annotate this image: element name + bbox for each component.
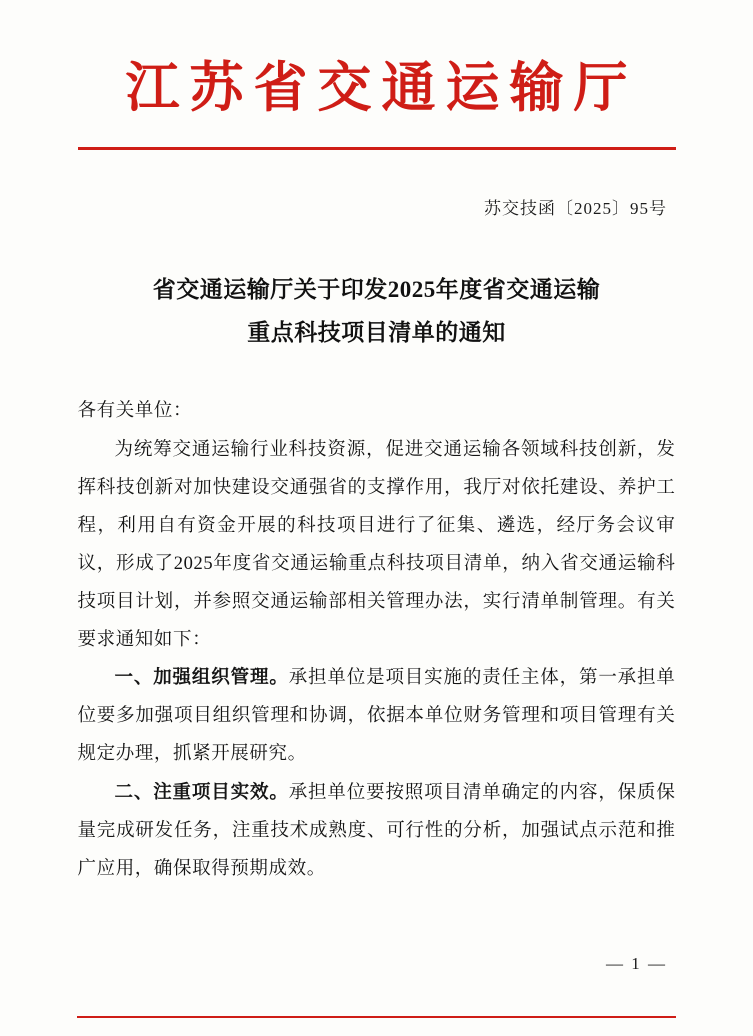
body-item-1-heading: 一、加强组织管理。 — [114, 668, 289, 689]
page-title-line-1: 省交通运输厅关于印发2025年度省交通运输 — [152, 277, 601, 303]
body-item-2-text: 承担单位要按照项目清单确定的内容，保质保量完成研发任务，注重技术成熟度、可行性的分析，加强试点示范和推广应用，确保取得预期成效。 — [77, 782, 676, 879]
masthead-divider — [78, 147, 676, 150]
body-item-1 — [78, 659, 676, 773]
page-title — [107, 269, 647, 354]
footer-divider — [77, 1016, 676, 1018]
body-paragraph-1: 为统筹交通运输行业科技资源，促进交通运输各领域科技创新，发挥科技创新对加快建设交通强省的支撑作用，我厅对依托建设、养护工程，利用自有资金开展的科技项目进行了征集、遴选，经厅务会议审议，形成了2025年度省交通运输重点科技项目清单，纳入省交通运输科技项目计划，并参照交通运输部相关管理办法，实行清单制管理。有关要求通知如下： — [77, 439, 676, 651]
document-number-row — [0, 194, 753, 219]
page-title-line-2: 重点科技项目清单的通知 — [247, 319, 506, 345]
salutation: 各有关单位： — [77, 401, 193, 422]
body-item-2 — [78, 774, 676, 888]
page-number: — 1 — — [606, 954, 667, 973]
masthead — [0, 0, 753, 150]
document-body — [78, 392, 676, 887]
document-number: 苏交技函〔2025〕95号 — [484, 199, 667, 219]
body-item-1-text: 承担单位是项目实施的责任主体，第一承担单位要多加强项目组织管理和协调，依据本单位财务管理和项目管理有关规定办理，抓紧开展研究。 — [77, 668, 676, 765]
issuing-organization-title: 江苏省交通运输厅 — [125, 55, 638, 119]
body-item-2-heading: 二、注重项目实效。 — [114, 782, 289, 803]
